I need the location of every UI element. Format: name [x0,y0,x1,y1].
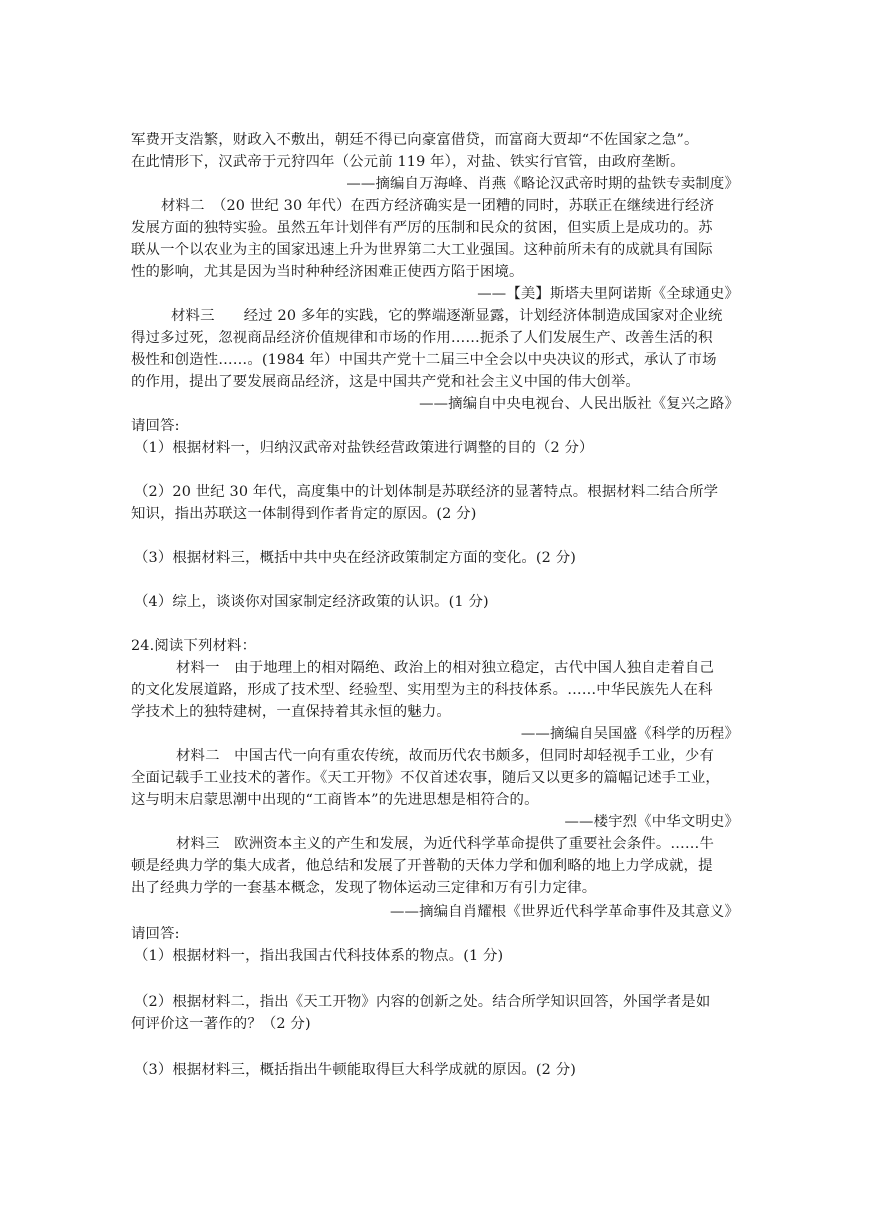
q24-material-1-line-2: 的文化发展道路，形成了技术型、经验型、实用型为主的科技体系。……中华民族先人在科 [131,682,713,698]
material-3-line-1: 材料三 经过 20 多年的实践，它的弊端逐渐显露，计划经济体制造成国家对企业统 [171,308,723,324]
q24-material-3-source: ——摘编自肖耀根《世界近代科学革命事件及其意义》 [390,904,739,920]
q24-question-3: （3）根据材料三，概括指出牛顿能取得巨大科学成就的原因。(2 分) [134,1062,577,1078]
q24-material-1-line-1: 材料一 由于地理上的相对隔绝、政治上的相对独立稳定，古代中国人独自走着自己 [176,660,715,676]
q24-material-2-line-2: 全面记载手工业技术的著作。《天工开物》不仅首述农事，随后又以更多的篇幅记述手工业， [131,770,720,786]
question-2-line-2: 知识，指出苏联这一体制得到作者肯定的原因。(2 分) [131,506,477,522]
material-2-line-4: 性的影响，尤其是因为当时种种经济困难正使西方陷于困境。 [131,264,524,280]
question-3: （3）根据材料三，概括中共中央在经济政策制定方面的变化。(2 分) [134,550,577,566]
question-4: （4）综上，谈谈你对国家制定经济政策的认识。(1 分) [134,594,489,610]
q24-material-3-line-1: 材料三 欧洲资本主义的产生和发展，为近代科学革命提供了重要社会条件。……牛 [176,836,715,852]
material-1-line-2: 在此情形下，汉武帝于元狩四年（公元前 119 年），对盐、铁实行官管，由政府垄断。 [131,154,685,170]
q24-material-2-line-3: 这与明末启蒙思潮中出现的“工商皆本”的先进思想是相符合的。 [131,792,539,808]
material-2-line-2: 发展方面的独特实验。虽然五年计划伴有严厉的压制和民众的贫困，但实质上是成功的。苏 [131,220,713,236]
q24-question-2-line-2: 何评价这一著作的？（2 分) [131,1016,311,1032]
question-1: （1）根据材料一，归纳汉武帝对盐铁经营政策进行调整的目的（2 分） [134,440,594,456]
material-3-line-4: 的作用，提出了要发展商品经济，这是中国共产党和社会主义中国的伟大创举。 [131,374,640,390]
material-3-line-3: 极性和创造性……。(1984 年）中国共产党十二届三中全会以中央决议的形式，承认了市场 [131,352,717,368]
material-3-line-2: 得过多过死，忽视商品经济价值规律和市场的作用……扼杀了人们发展生产、改善生活的积 [131,330,713,346]
material-2-line-1: 材料二 （20 世纪 30 年代）在西方经济确实是一团糟的同时，苏联正在继续进行经济 [161,198,715,214]
question-2-line-1: （2）20 世纪 30 年代，高度集中的计划体制是苏联经济的显著特点。根据材料二结合所学 [134,484,719,500]
material-1-line-1: 军费开支浩繁，财政入不敷出，朝廷不得已向豪富借贷，而富商大贾却“不佐国家之急”。 [131,132,699,148]
q24-material-2-line-1: 材料二 中国古代一向有重农传统，故而历代农书颇多，但同时却轻视手工业，少有 [176,748,715,764]
material-2-source: ——【美】斯塔夫里阿诺斯《全球通史》 [477,286,739,302]
q24-material-3-line-3: 出了经典力学的一套基本概念，发现了物体运动三定律和万有引力定律。 [131,880,597,896]
q24-material-3-line-2: 顿是经典力学的集大成者，他总结和发展了开普勒的天体力学和伽利略的地上力学成就，提 [131,858,713,874]
q24-question-2-line-1: （2）根据材料二，指出《天工开物》内容的创新之处。结合所学知识回答，外国学者是如 [134,994,711,1010]
material-2-line-3: 联从一个以农业为主的国家迅速上升为世界第二大工业强国。这种前所未有的成就具有国际 [131,242,713,258]
material-1-source: ——摘编自万海峰、肖燕《略论汉武帝时期的盐铁专卖制度》 [346,176,739,192]
q24-answer-prompt: 请回答: [131,926,180,942]
answer-prompt: 请回答: [131,418,180,434]
q24-material-2-source: ——楼宇烈《中华文明史》 [564,814,739,830]
q24-question-1: （1）根据材料一，指出我国古代科技体系的物点。(1 分) [134,948,504,964]
question-24-heading: 24.阅读下列材料： [131,638,257,654]
material-3-source: ——摘编自中央电视台、人民出版社《复兴之路》 [419,396,739,412]
q24-material-1-source: ——摘编自吴国盛《科学的历程》 [520,726,739,742]
q24-material-1-line-3: 学技术上的独特建树，一直保持着其永恒的魅力。 [131,704,451,720]
